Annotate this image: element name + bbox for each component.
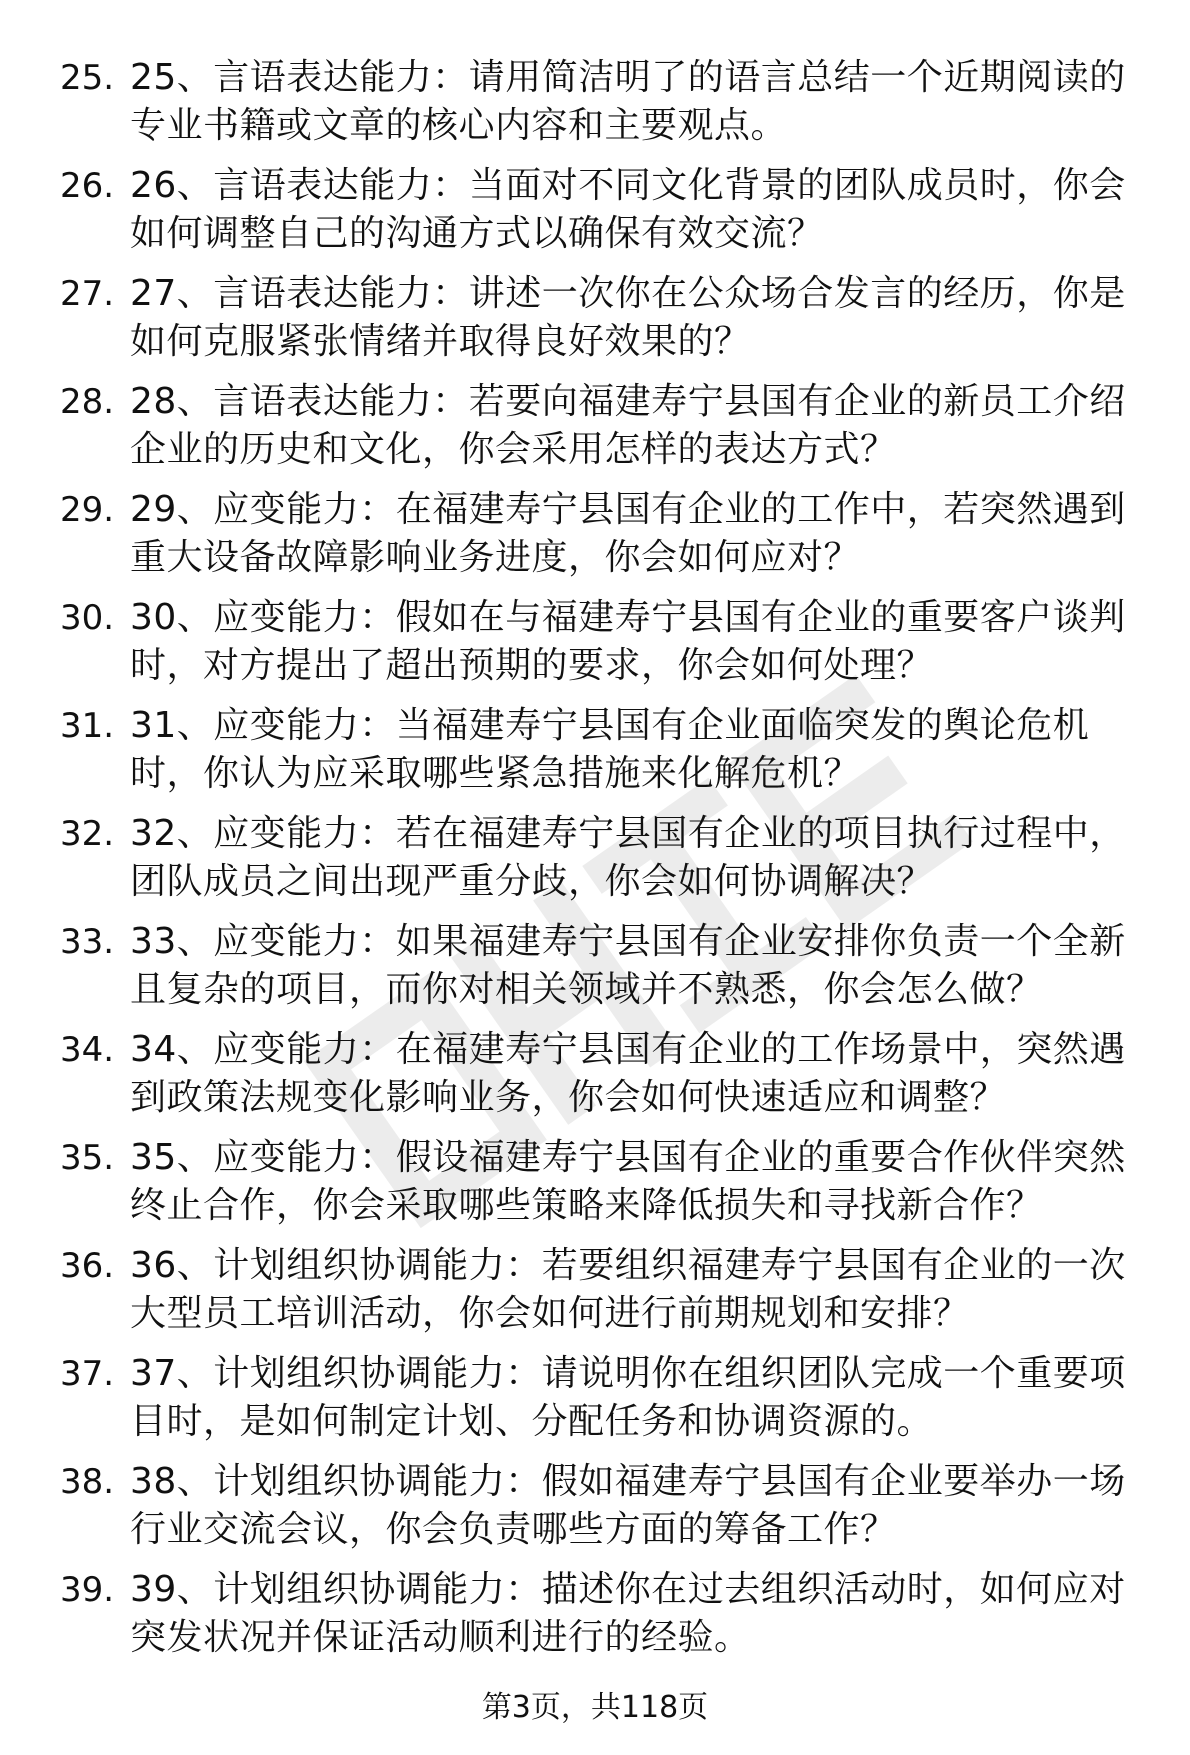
question-number: 38. <box>60 1462 115 1502</box>
question-number: 31. <box>60 706 115 746</box>
list-item <box>60 1242 1150 1350</box>
question-text: 37、计划组织协调能力：请说明你在组织团队完成一个重要项目时，是如何制定计划、分配任务和协调资源的。 <box>130 1353 1126 1442</box>
question-number: 39. <box>60 1570 115 1610</box>
list-item <box>60 594 1150 702</box>
question-text: 36、计划组织协调能力：若要组织福建寿宁县国有企业的一次大型员工培训活动，你会如何进行前期规划和安排？ <box>130 1245 1126 1334</box>
list-item <box>60 702 1150 810</box>
question-text: 38、计划组织协调能力：假如福建寿宁县国有企业要举办一场行业交流会议，你会负责哪些方面的筹备工作？ <box>130 1461 1126 1550</box>
list-item <box>60 486 1150 594</box>
list-item <box>60 918 1150 1026</box>
question-number: 35. <box>60 1138 115 1178</box>
question-text: 39、计划组织协调能力：描述你在过去组织活动时，如何应对突发状况并保证活动顺利进行的经验。 <box>130 1569 1126 1658</box>
question-text: 32、应变能力：若在福建寿宁县国有企业的项目执行过程中，团队成员之间出现严重分歧，你会如何协调解决？ <box>130 813 1126 902</box>
question-text: 30、应变能力：假如在与福建寿宁县国有企业的重要客户谈判时，对方提出了超出预期的要求，你会如何处理？ <box>130 597 1126 686</box>
question-number: 29. <box>60 490 115 530</box>
question-number: 28. <box>60 382 115 422</box>
question-number: 27. <box>60 274 115 314</box>
list-item <box>60 1458 1150 1566</box>
question-text: 33、应变能力：如果福建寿宁县国有企业安排你负责一个全新且复杂的项目，而你对相关领域并不熟悉，你会怎么做？ <box>130 921 1126 1010</box>
list-item <box>60 162 1150 270</box>
page-number-label: 第3页，共118页 <box>481 1690 709 1725</box>
list-item <box>60 270 1150 378</box>
list-item <box>60 810 1150 918</box>
question-number: 26. <box>60 166 115 206</box>
question-number: 25. <box>60 58 115 98</box>
list-item <box>60 1350 1150 1458</box>
list-item <box>60 54 1150 162</box>
question-list <box>60 54 1150 1674</box>
question-number: 33. <box>60 922 115 962</box>
question-text: 29、应变能力：在福建寿宁县国有企业的工作中，若突然遇到重大设备故障影响业务进度，你会如何应对？ <box>130 489 1126 578</box>
question-text: 34、应变能力：在福建寿宁县国有企业的工作场景中，突然遇到政策法规变化影响业务，你会如何快速适应和调整？ <box>130 1029 1126 1118</box>
question-text: 27、言语表达能力：讲述一次你在公众场合发言的经历，你是如何克服紧张情绪并取得良好效果的？ <box>130 273 1126 362</box>
question-text: 25、言语表达能力：请用简洁明了的语言总结一个近期阅读的专业书籍或文章的核心内容和主要观点。 <box>130 57 1126 146</box>
list-item <box>60 1134 1150 1242</box>
list-item <box>60 378 1150 486</box>
question-number: 30. <box>60 598 115 638</box>
page-footer <box>0 1688 1190 1728</box>
question-number: 37. <box>60 1354 115 1394</box>
question-text: 35、应变能力：假设福建寿宁县国有企业的重要合作伙伴突然终止合作，你会采取哪些策略来降低损失和寻找新合作？ <box>130 1137 1126 1226</box>
list-item <box>60 1026 1150 1134</box>
question-number: 32. <box>60 814 115 854</box>
question-text: 26、言语表达能力：当面对不同文化背景的团队成员时，你会如何调整自己的沟通方式以确保有效交流？ <box>130 165 1126 254</box>
question-number: 36. <box>60 1246 115 1286</box>
question-text: 31、应变能力：当福建寿宁县国有企业面临突发的舆论危机时，你认为应采取哪些紧急措施来化解危机？ <box>130 705 1090 794</box>
list-item <box>60 1566 1150 1674</box>
question-number: 34. <box>60 1030 115 1070</box>
question-text: 28、言语表达能力：若要向福建寿宁县国有企业的新员工介绍企业的历史和文化，你会采用怎样的表达方式？ <box>130 381 1126 470</box>
